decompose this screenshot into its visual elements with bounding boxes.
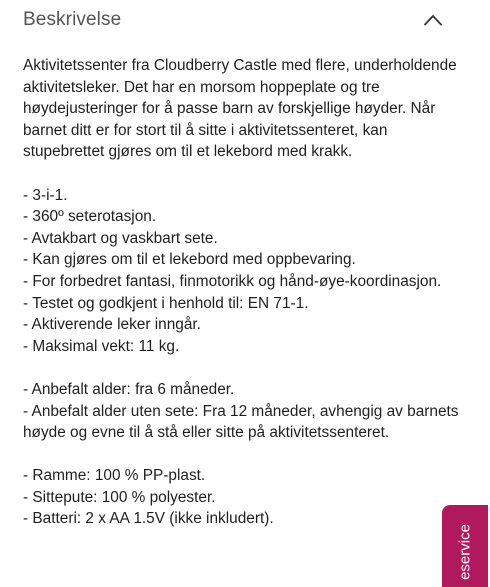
list-item: - Aktiverende leker inngår. — [23, 316, 201, 334]
list-item: - Ramme: 100 % PP-plast. — [23, 467, 206, 485]
description-accordion-header[interactable] — [23, 0, 443, 40]
description-content — [23, 55, 463, 552]
description-intro: Aktivitetssenter fra Cloudberry Castle med flere, underholdende aktivitetsleker. Det har en morsom hoppeplate og tre høydejusteringer for å passe barn av forskjellige høyder. Når barnet ditt er for stort til å sitte i aktivitetssenteret, kan stupebrettet gjøres om til et lekebord med krakk. — [23, 57, 457, 161]
list-item: - Sittepute: 100 % polyester. — [23, 488, 216, 506]
materials-list — [23, 465, 463, 530]
list-item: - Batteri: 2 x AA 1.5V (ikke inkludert). — [23, 510, 274, 528]
list-item: - Maksimal vekt: 11 kg. — [23, 337, 180, 355]
list-item: - 3-i-1. — [23, 186, 68, 204]
list-item: - Anbefalt alder uten sete: Fra 12 måneder, avhengig av barnets høyde og evne til å stå eller sitte på aktivitetssenteret. — [23, 402, 459, 442]
service-tab-label: eservice — [456, 524, 474, 580]
chevron-up-icon[interactable] — [423, 13, 443, 27]
list-item: - 360º seterotasjon. — [23, 208, 157, 226]
age-list — [23, 379, 463, 444]
list-item: - Kan gjøres om til et lekebord med oppbevaring. — [23, 251, 356, 269]
list-item: - Avtakbart og vaskbart sete. — [23, 229, 218, 247]
list-item: - Anbefalt alder: fra 6 måneder. — [23, 380, 235, 398]
feature-list — [23, 185, 463, 358]
list-item: - Testet og godkjent i henhold til: EN 71-1. — [23, 294, 309, 312]
section-title: Beskrivelse — [23, 9, 122, 30]
list-item: - For forbedret fantasi, finmotorikk og hånd-øye-koordinasjon. — [23, 272, 442, 290]
